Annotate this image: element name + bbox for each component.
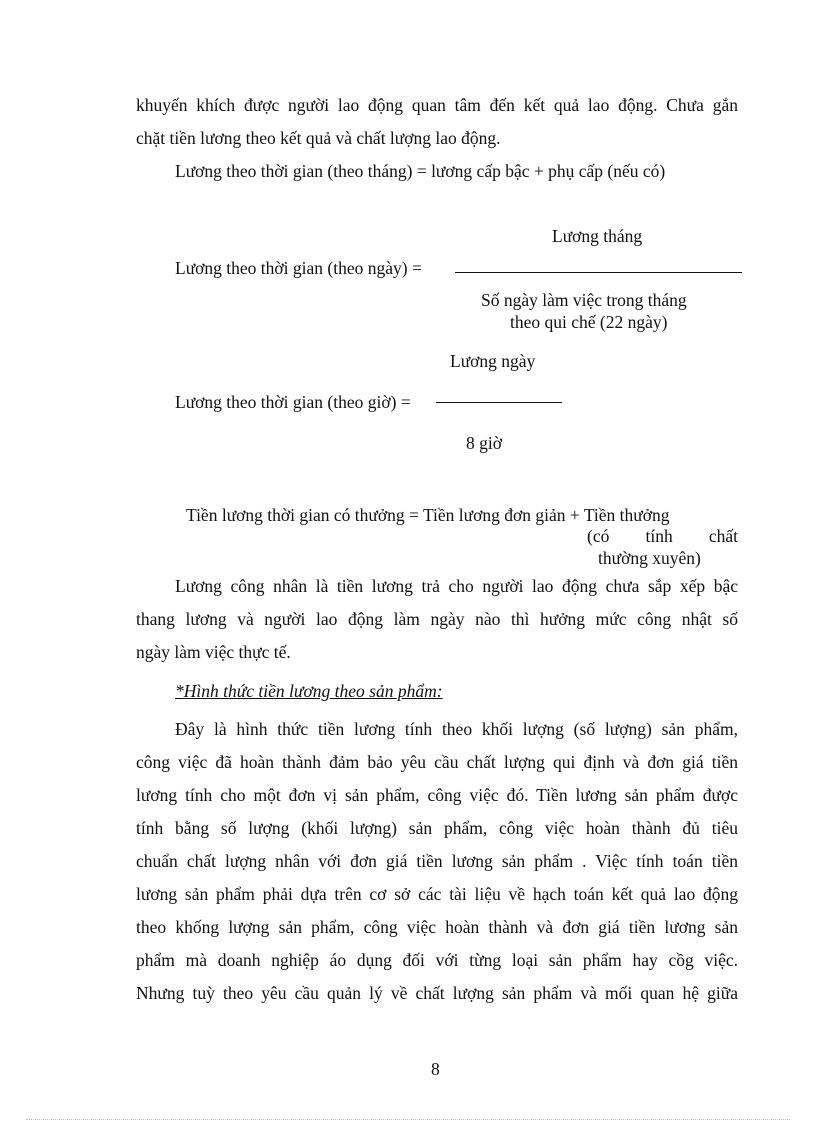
product-paragraph-line-1: Đây là hình thức tiền lương tính theo khối lượng (số lượng) sản phẩm,: [175, 719, 738, 739]
page-bottom-border: [26, 1119, 790, 1120]
page-number: 8: [431, 1059, 440, 1079]
product-paragraph-line-5: chuẩn chất lượng nhân với đơn giá tiền lương sản phẩm . Việc tính toán tiền: [136, 851, 738, 871]
formula-day-numerator: Lương tháng: [552, 226, 643, 246]
formula-hour-lhs: Lương theo thời gian (theo giờ) =: [175, 392, 411, 412]
worker-paragraph-line-3: ngày làm việc thực tế.: [136, 642, 291, 662]
product-paragraph-line-8: phẩm mà doanh nghiệp áo dụng đối với từng loại sản phẩm hay cồg việc.: [136, 950, 738, 970]
formula-hour-numerator: Lương ngày: [450, 351, 536, 371]
product-paragraph-line-3: lương tính cho một đơn vị sản phẩm, công việc đó. Tiền lương sản phẩm được: [136, 785, 738, 805]
formula-day-fraction-bar: [455, 272, 742, 273]
product-paragraph-line-6: lương sản phẩm phải dựa trên cơ sở các tài liệu về hạch toán kết quả lao động: [136, 884, 738, 904]
product-paragraph-line-2: công việc đã hoàn thành đảm bảo yêu cầu chất lượng qui định và đơn giá tiền: [136, 752, 738, 772]
formula-day-denominator-2: theo qui chế (22 ngày): [510, 312, 668, 332]
worker-paragraph-line-1: Lương công nhân là tiền lương trả cho người lao động chưa sắp xếp bậc: [175, 576, 738, 596]
formula-day-denominator-1: Số ngày làm việc trong tháng: [481, 290, 687, 310]
formula-bonus-note-1: (có tính chất: [587, 526, 738, 546]
formula-bonus-main: Tiền lương thời gian có thưởng = Tiền lương đơn giản + Tiền thưởng: [186, 505, 670, 525]
worker-paragraph-line-2: thang lương và người lao động làm ngày nào thì hưởng mức công nhật số: [136, 609, 738, 629]
product-paragraph-line-7: theo khống lượng sản phẩm, công việc hoàn thành và đơn giá tiền lương sản: [136, 917, 738, 937]
intro-line-1: khuyến khích được người lao động quan tâm đến kết quả lao động. Chưa gắn: [136, 95, 738, 115]
formula-hour-fraction-bar: [436, 402, 562, 403]
intro-line-2: chặt tiền lương theo kết quả và chất lượng lao động.: [136, 128, 501, 148]
product-paragraph-line-9: Nhưng tuỳ theo yêu cầu quản lý về chất lượng sản phẩm và mối quan hệ giữa: [136, 983, 738, 1003]
formula-month: Lương theo thời gian (theo tháng) = lương cấp bậc + phụ cấp (nếu có): [175, 161, 666, 181]
formula-hour-denominator: 8 giờ: [466, 433, 502, 453]
product-paragraph-line-4: tính bằng số lượng (khối lượng) sản phẩm, công việc hoàn thành đủ tiêu: [136, 818, 738, 838]
formula-bonus-note-2: thường xuyên): [598, 548, 701, 568]
formula-day-lhs: Lương theo thời gian (theo ngày) =: [175, 258, 422, 278]
section-heading: *Hình thức tiền lương theo sản phẩm:: [175, 681, 443, 701]
